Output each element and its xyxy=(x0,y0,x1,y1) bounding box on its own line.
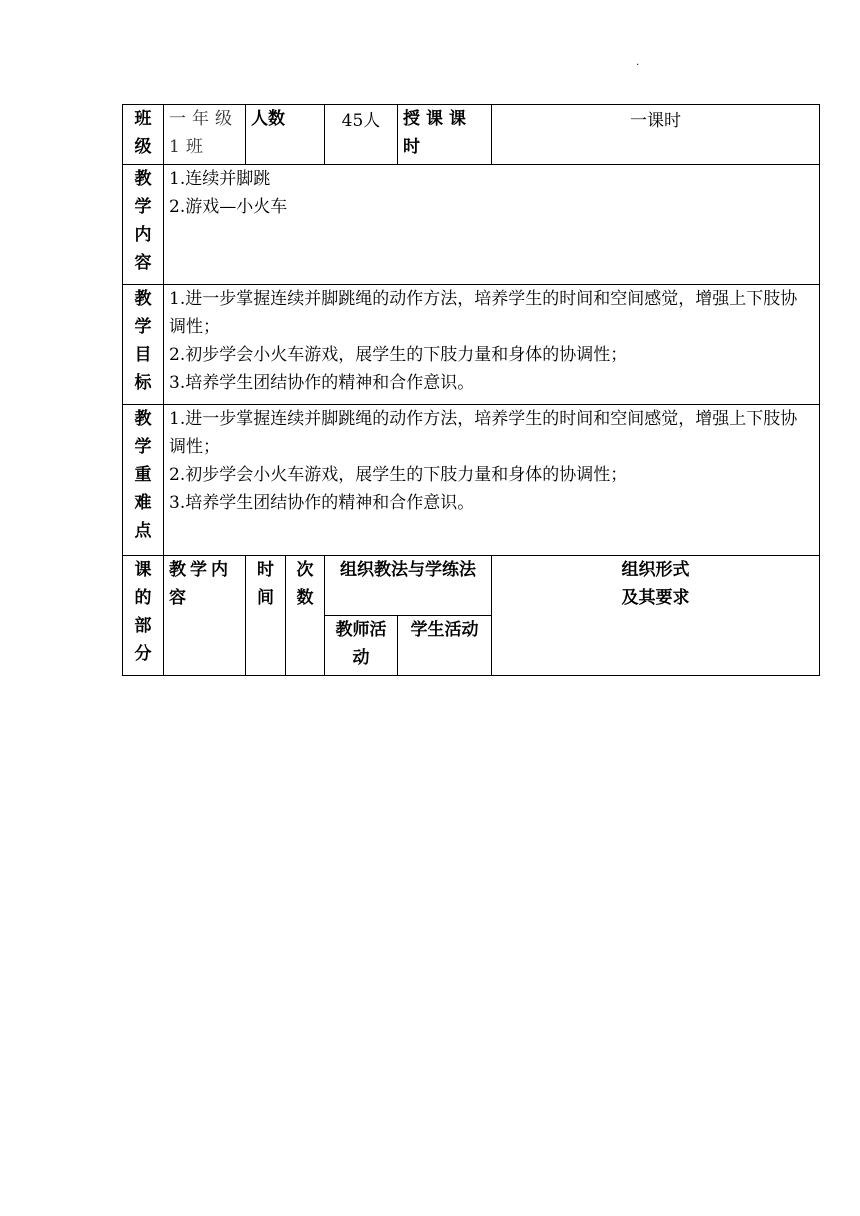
goals-row xyxy=(123,285,820,405)
key-points-list xyxy=(164,405,820,556)
class-info-row xyxy=(123,105,820,165)
plan-header-row xyxy=(123,556,820,616)
key-point-item: 3.培养学生团结协作的精神和合作意识。 xyxy=(169,493,475,513)
periods-value: 一课时 xyxy=(492,105,820,165)
content-item: 2.游戏—小火车 xyxy=(169,197,288,217)
goal-item: 3.培养学生团结协作的精神和合作意识。 xyxy=(169,373,475,393)
page-mark: . xyxy=(636,57,640,68)
content-header: 教学内容 xyxy=(164,556,246,676)
times-header-cell xyxy=(286,556,325,676)
part-label-cell xyxy=(123,556,164,676)
teacher-activity-header: 教师活动 xyxy=(325,616,398,676)
org-header-line: 组织形式 xyxy=(621,560,690,580)
class-value: 一年级1班 xyxy=(164,105,246,165)
key-points-label-cell xyxy=(123,405,164,556)
key-points-label: 教学重难点 xyxy=(134,409,152,541)
time-header-cell xyxy=(246,556,286,676)
student-activity-header: 学生活动 xyxy=(398,616,492,676)
goals-label: 教学目标 xyxy=(134,289,152,393)
content-label: 教学内容 xyxy=(134,169,152,273)
times-header: 次数 xyxy=(296,560,314,608)
org-header-cell xyxy=(492,556,820,676)
org-header-line: 及其要求 xyxy=(621,588,690,608)
goal-item: 1.进一步掌握连续并脚跳绳的动作方法，培养学生的时间和空间感觉，增强上下肢协调性； xyxy=(169,289,798,337)
goals-label-cell xyxy=(123,285,164,405)
key-points-row xyxy=(123,405,820,556)
key-point-item: 2.初步学会小火车游戏，展学生的下肢力量和身体的协调性； xyxy=(169,465,628,485)
lesson-plan-table xyxy=(122,104,820,676)
key-point-item: 1.进一步掌握连续并脚跳绳的动作方法，培养学生的时间和空间感觉，增强上下肢协调性； xyxy=(169,409,798,457)
count-value: 45人 xyxy=(325,105,398,165)
part-label: 课的部分 xyxy=(134,560,152,664)
time-header: 时间 xyxy=(257,560,274,608)
content-row xyxy=(123,165,820,285)
class-label: 班级 xyxy=(134,109,152,157)
goals-list xyxy=(164,285,820,405)
class-label-cell xyxy=(123,105,164,165)
content-list xyxy=(164,165,820,285)
periods-label: 授课课时 xyxy=(398,105,492,165)
content-label-cell xyxy=(123,165,164,285)
content-item: 1.连续并脚跳 xyxy=(169,169,271,189)
count-label: 人数 xyxy=(246,105,325,165)
method-header: 组织教法与学练法 xyxy=(325,556,492,616)
goal-item: 2.初步学会小火车游戏，展学生的下肢力量和身体的协调性； xyxy=(169,345,628,365)
